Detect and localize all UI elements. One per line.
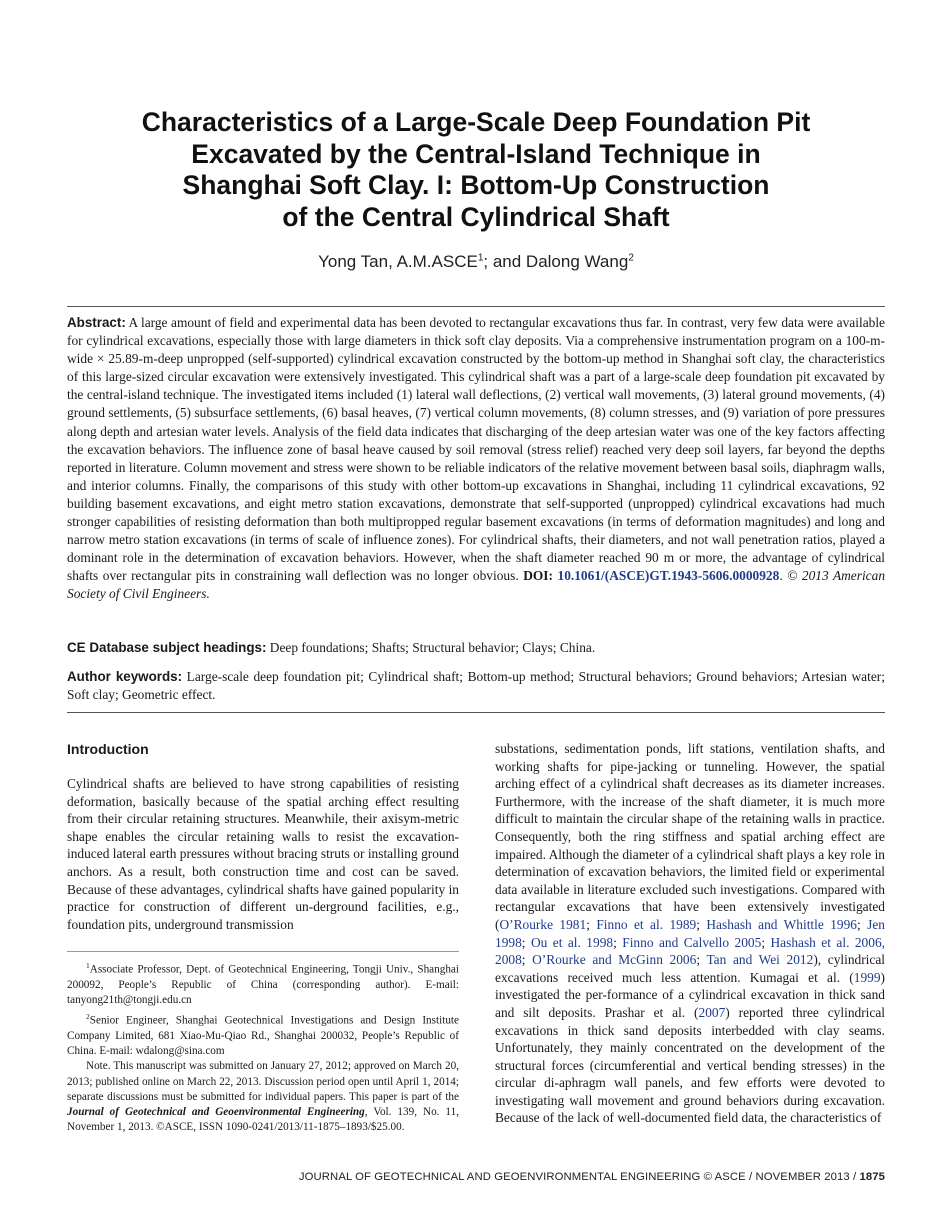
note-text-b: , Vol. 139, No. 11, November 1, 2013. ©ASCE, ISSN 1090-0241/2013/11-1875–1893/$25.00.	[67, 1106, 459, 1134]
abstract: Abstract: A large amount of field and experimental data has been devoted to rectangular excavations thus far. In contrast, very few data were available for cylindrical excavations, especially those with large diameters in thick soft clay deposits. Via a comprehensive instrumentation program on a 100-m-wide × 25.89-m-deep unpropped (self-supported) cylindrical excavation constructed by the bottom-up method in Shanghai soft clay, the characteristics of this large-sized circular excavation were extensively investigated. This cylindrical shaft was a part of a large-scale deep foundation pit excavated by the central-island technique. The investigated items included (1) lateral wall deflections, (2) vertical wall movements, (3) lateral ground movements, (4) ground settlements, (5) subsurface settlements, (6) basal heaves, (7) vertical column movements, (8) column stresses, and (9) variation of pore pressures along depth and artesian water levels. Analysis of the field data indicates that discharging of the deep artesian water was one of the key factors affecting the excavation behaviors. The influence zone of basal heave caused by soil removal (stress relief) reached very deep soil layers, far beyond the depths reported in literature. Column movement and stress were shown to be reliable indicators of the relative movement between basal soils, diaphragm walls, and interior columns. Finally, the comparisons of this study with other bottom-up excavations in Shanghai, including 11 cylindrical excavations, 92 building basement excavations, and eight metro station excavations, demonstrate that self-supported (unpropped) cylindrical excavations had much stronger capabilities of resisting deformation than both multipropped regular basement excavations (in terms of deformation magnitudes) and long and narrow metro station excavations (in terms of scale of influence zones). For cylindrical shafts, their diameters, and not wall penetration ratios, played a dominant role in the determination of excavation behaviors. However, when the shaft diameter reached 90 m or more, the advantage of cylindrical shafts over rectangular pits in constraining wall deflection was no longer obvious. DOI: 10.1061/(ASCE)GT.1943-5606.0000928. © 2013 American Society of Civil Engineers.	[67, 315, 886, 602]
citation-link[interactable]: O’Rourke and McGinn 2006	[532, 952, 697, 968]
footnote-2-text: Senior Engineer, Shanghai Geotechnical Investigations and Design Institute Company Limited, 681 Xiao-Mu-Qiao Rd., Shanghai 200032, People’s Republic of China. E-mail: wdalong@sina.com	[67, 1014, 459, 1057]
footnotes	[67, 958, 459, 1136]
abstract-label: Abstract:	[67, 315, 126, 330]
author-2: ; and Dalong Wang	[483, 252, 629, 271]
ce-headings-text: Deep foundations; Shafts; Structural behavior; Clays; China.	[269, 640, 596, 655]
right-text-d: ) reported three cylindrical excavations in thick sand deposits interbedded with clay seams. Unfortunately, they mainly concentrated on the development of the structural forces (circumferential and vertical bending stresses) in the circular di-aphragm wall panels, and few efforts were devoted to investigating wall movement and ground behaviors during excavation. Because of the lack of well-documented field data, the characteristics of	[495, 1004, 885, 1126]
copyright: © 2013 American Society of Civil Engineers.	[67, 568, 886, 602]
author-1: Yong Tan, A.M.ASCE	[318, 252, 478, 271]
abstract-text: A large amount of field and experimental data has been devoted to rectangular excavations thus far. In contrast, very few data were available for cylindrical excavations, especially those with large diameters in thick soft clay deposits. Via a comprehensive instrumentation program on a 100-m-wide × 25.89-m-deep unpropped (self-supported) cylindrical excavation constructed by the bottom-up method in Shanghai soft clay, the characteristics of this large-sized circular excavation were extensively investigated. This cylindrical shaft was a part of a large-scale deep foundation pit excavated by the central-island technique. The investigated items included (1) lateral wall deflections, (2) vertical wall movements, (3) lateral ground movements, (4) ground settlements, (5) subsurface settlements, (6) basal heaves, (7) vertical column movements, (8) column stresses, and (9) variation of pore pressures along depth and artesian water levels. Analysis of the field data indicates that discharging of the deep artesian water was one of the key factors affecting the excavation behaviors. The influence zone of basal heave caused by soil removal (stress relief) reached very deep soil layers, far beyond the depths reported in literature. Column movement and stress were shown to be reliable indicators of the relative movement between basal soils, diaphragm walls, and interior columns. Finally, the comparisons of this study with other bottom-up excavations in Shanghai, including 11 cylindrical excavations, 92 building basement excavations, and eight metro station excavations, demonstrate that self-supported (unpropped) cylindrical excavations had much stronger capabilities of resisting deformation than both multipropped regular basement excavations (in terms of deformation magnitudes) and long and narrow metro station excavations (in terms of scale of influence zones). For cylindrical shafts, their diameters, and not wall penetration ratios, played a dominant role in the determination of excavation behaviors. However, when the shaft diameter reached 90 m or more, the advantage of cylindrical shafts over rectangular pits in constraining wall deflection was no longer obvious.	[67, 315, 885, 584]
citation-link[interactable]: Hashash et al. 2006, 2008	[495, 934, 885, 968]
title-line: Shanghai Soft Clay. I: Bottom-Up Construction	[182, 170, 770, 200]
citation-sep: ;	[586, 916, 597, 932]
citation-sep: ;	[696, 916, 707, 932]
running-footer-text: JOURNAL OF GEOTECHNICAL AND GEOENVIRONMENTAL ENGINEERING © ASCE / NOVEMBER 2013 /	[298, 1171, 860, 1183]
abstract-bottom-rule	[67, 712, 885, 713]
citation-link-kumagai[interactable]: 1999	[853, 969, 881, 985]
citation-link[interactable]: Tan and Wei 2012	[706, 952, 814, 968]
footnote-2-mark: 2	[86, 1011, 90, 1021]
citation-link[interactable]: Finno et al. 1989	[596, 916, 697, 932]
title-line: Excavated by the Central-Island Technique in	[191, 138, 761, 169]
ce-subject-headings	[67, 639, 885, 657]
keywords-label: Author keywords:	[67, 669, 183, 684]
citation-link-prashar[interactable]: 2007	[698, 1004, 726, 1020]
ce-headings-label: CE Database subject headings:	[67, 640, 267, 655]
section-heading-introduction: Introduction	[67, 741, 149, 757]
citation-sep: ;	[696, 952, 707, 968]
title-line: of the Central Cylindrical Shaft	[282, 201, 670, 232]
journal-name: Journal of Geotechnical and Geoenvironmental Engineering	[67, 1106, 365, 1119]
citation-sep: ;	[521, 952, 533, 968]
citation-sep: ;	[856, 916, 868, 932]
footnote-2	[67, 1009, 459, 1060]
citation-link[interactable]: Hashash and Whittle 1996	[706, 916, 857, 932]
doi-label: DOI:	[523, 568, 553, 584]
right-text-a: substations, sedimentation ponds, lift stations, ventilation shafts, and working shafts for pipe-jacking or tunneling. However, the spatial arching effect of a cylindrical shaft decreases as its diameter increases. Furthermore, with the increase of the shaft diameter, it is much more difficult to maintain the circular shape of the retaining walls in practice. Consequently, both the ring stiffness and spatial arching effect are impaired. Although the diameter of a cylindrical shaft plays a key role in determination of excavation behaviors, the limited field or experimental data available in literature excluded such investigations. Compared with rectangular excavations that have been extensively investigated (	[495, 741, 885, 932]
running-footer	[299, 1171, 885, 1183]
paper-title	[80, 107, 872, 233]
citation-sep: ;	[613, 934, 623, 950]
citation-link[interactable]: Jen 1998	[495, 916, 885, 950]
author-keywords	[67, 668, 885, 704]
manuscript-note	[67, 1059, 459, 1135]
author-line	[0, 252, 952, 272]
right-text-c: ) investigated the per-formance of a cylindrical excavation in thick sand and silt deposits. Prashar et al. (	[495, 969, 885, 1020]
citation-sep: ;	[521, 934, 531, 950]
citation-link[interactable]: O’Rourke 1981	[499, 916, 587, 932]
page-number: 1875	[859, 1171, 885, 1183]
footnote-1	[67, 958, 459, 1009]
right-text-b: ), cylindrical excavations received much less attention. Kumagai et al. (	[495, 952, 886, 985]
intro-right-column	[495, 740, 885, 1127]
footnote-1-mark: 1	[86, 961, 90, 970]
footnote-1-text: Associate Professor, Dept. of Geotechnical Engineering, Tongji Univ., Shanghai 200092, People’s Republic of China (corresponding author). E-mail: tanyong21th@tongji.edu.cn	[67, 963, 459, 1007]
keywords-text: Large-scale deep foundation pit; Cylindrical shaft; Bottom-up method; Structural behaviors; Ground behaviors; Artesian water; Soft clay; Geometric effect.	[67, 669, 885, 703]
intro-left-column: Cylindrical shafts are believed to have strong capabilities of resisting deformation, basically because of the spatial arching effect resulting from their circular retaining structures. Meanwhile, their axisym-metric shape enables the circular retaining walls to resist the excavation-induced lateral earth pressures without bracing struts or installing ground anchors. As a result, both construction time and cost can be saved. Because of these advantages, cylindrical shafts have gained popularity in practice for construction of different un-derground facilities, e.g., foundation pits, underground transmission	[67, 776, 459, 932]
author-1-affil: 1	[477, 252, 484, 264]
citation-link[interactable]: Finno and Calvello 2005	[622, 934, 762, 950]
author-2-affil: 2	[628, 252, 634, 264]
citation-link[interactable]: Ou et al. 1998	[530, 934, 614, 950]
note-text-a: Note. This manuscript was submitted on January 27, 2012; approved on March 20, 2013; published online on March 22, 2013. Discussion period open until April 1, 2014; separate discussions must be submitted for individual papers. This paper is part of the	[67, 1060, 459, 1103]
doi-link[interactable]: 10.1061/(ASCE)GT.1943-5606.0000928	[557, 568, 780, 584]
citation-sep: ;	[761, 934, 771, 950]
top-rule	[67, 306, 885, 307]
footnote-rule	[67, 951, 459, 952]
title-line: Characteristics of a Large-Scale Deep Foundation Pit	[141, 107, 811, 137]
